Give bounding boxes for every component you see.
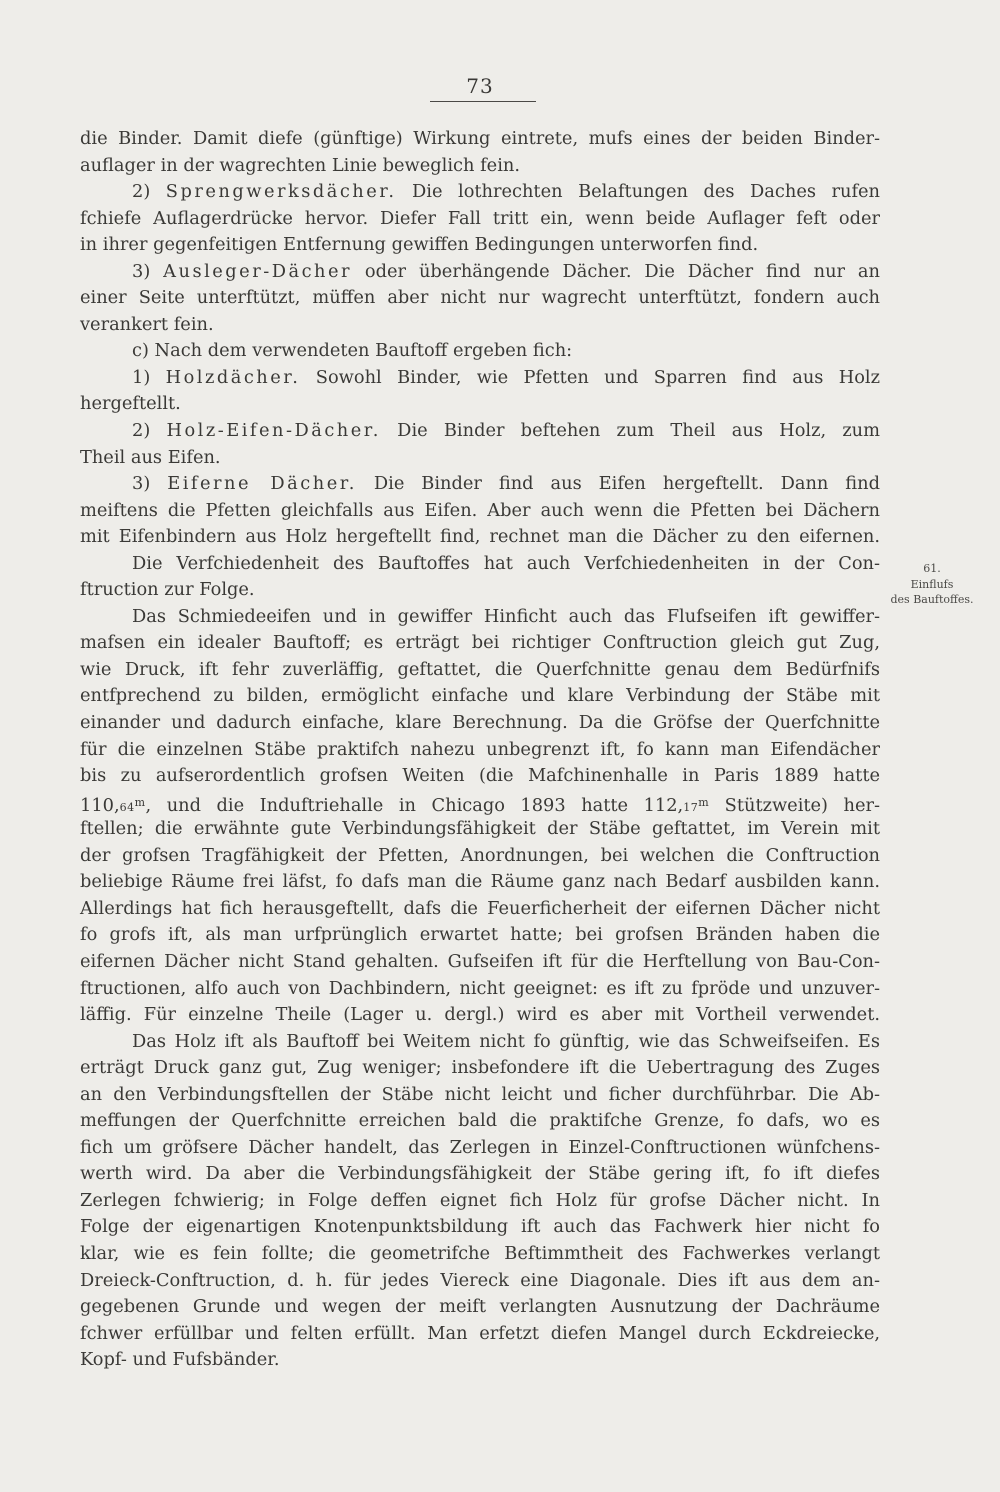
margin-note: [882, 561, 982, 608]
text-line: Das Schmiedeeifen und in gewiffer Hinficht auch das Flufseifen ift gewiffer-: [132, 605, 880, 627]
text-line: Allerdings hat fich herausgeftellt, dafs die Feuerficherheit der eifernen Dächer nicht: [80, 897, 880, 919]
text-segment: Die lothrechten Belaftungen des Daches rufen: [396, 181, 881, 203]
text-line: Theil aus Eifen.: [80, 446, 221, 468]
list-marker: 1): [132, 366, 166, 388]
text-line: auflager in der wagrechten Linie beweglich fein.: [80, 154, 520, 176]
text-line: [80, 471, 880, 498]
page-number: 73: [466, 74, 494, 98]
text-line: wie Druck, ift fehr zuverläffig, geftattet, die Querfchnitte genau dem Bedürfnifs: [80, 658, 880, 680]
text-line: ftellen; die erwähnte gute Verbindungsfähigkeit der Stäbe geftattet, im Verein mit: [80, 818, 880, 840]
list-marker: 2): [132, 420, 167, 442]
text-line: mafsen ein idealer Bauftoff; es erträgt bei richtiger Conftruction gleich gut Zug,: [80, 632, 880, 654]
text-line: verankert fein.: [80, 313, 214, 335]
text-line: erträgt Druck ganz gut, Zug weniger; insbefondere ift die Uebertragung des Zuges: [80, 1057, 880, 1079]
text-line: Zerlegen fchwierig; in Folge deffen eignet fich Holz für grofse Dächer nicht. In: [80, 1189, 880, 1211]
text-segment: Stützweite) her-: [709, 794, 880, 816]
text-line: an den Verbindungsftellen der Stäbe nicht leicht und ficher durchführbar. Die Ab-: [80, 1083, 880, 1105]
text-segment: Sowohl Binder, wie Pfetten und Sparren find aus Holz: [300, 366, 880, 388]
term-heading: Eiferne Dächer.: [167, 473, 357, 495]
text-line: gegebenen Grunde und wegen der meift verlangten Ausnutzung der Dachräume: [80, 1296, 880, 1318]
text-line: ftructionen, alfo auch von Dachbindern, nicht geeignet: es ift zu fpröde und unzuver-: [80, 977, 880, 999]
text-line: [80, 179, 880, 206]
text-line: bis zu aufserordentlich grofsen Weiten (die Mafchinenhalle in Paris 1889 hatte: [80, 765, 880, 787]
text-line: entfprechend zu bilden, ermöglicht einfache und klare Verbindung der Stäbe mit: [80, 685, 880, 707]
text-line: fo grofs ift, als man urfprünglich erwartet hatte; bei grofsen Bränden haben die: [80, 924, 880, 946]
text-segment: oder überhängende Dächer. Die Dächer find nur an: [352, 260, 880, 282]
body-text: [80, 126, 880, 1374]
text-line: einander und dadurch einfache, klare Berechnung. Da die Gröfse der Querfchnitte: [80, 712, 880, 734]
text-line: fchwer erfüllbar und felten erfüllt. Man erfetzt diefen Mangel durch Eckdreiecke,: [80, 1322, 880, 1344]
unit-superscript: m: [134, 795, 146, 809]
text-line: einer Seite unterftützt, müffen aber nicht nur wagrecht unterftützt, fondern auch: [80, 287, 880, 309]
text-line: werth wird. Da aber die Verbindungsfähigkeit der Stäbe gering ift, fo ift diefes: [80, 1163, 880, 1185]
text-line: beliebige Räume frei läfst, fo dafs man die Räume ganz nach Bedarf ausbilden kann.: [80, 871, 880, 893]
text-line: [80, 418, 880, 445]
text-line: fich um gröfsere Dächer handelt, das Zerlegen in Einzel-Conftructionen wünfchens-: [80, 1136, 880, 1158]
text-line: hergeftellt.: [80, 393, 181, 415]
decimal-digits: 17: [683, 800, 699, 814]
text-line: ftruction zur Folge.: [80, 579, 255, 601]
text-line: [80, 259, 880, 286]
text-line: der grofsen Tragfähigkeit der Pfetten, Anordnungen, bei welchen die Conftruction: [80, 844, 880, 866]
term-heading: Ausleger-Dächer: [163, 260, 353, 282]
text-line: läffig. Für einzelne Theile (Lager u. dergl.) wird es aber mit Vortheil verwendet.: [80, 1004, 880, 1026]
text-line: Die Verfchiedenheit des Bauftoffes hat auch Verfchiedenheiten in der Con-: [132, 552, 880, 574]
text-line: eifernen Dächer nicht Stand gehalten. Gufseifen ift für die Herftellung von Bau-Con-: [80, 950, 880, 972]
text-line: klar, wie es fein follte; die geometrifche Beftimmtheit des Fachwerkes verlangt: [80, 1242, 880, 1264]
decimal-digits: 64: [119, 800, 135, 814]
text-line: in ihrer gegenfeitigen Entfernung gewiffen Bedingungen unterworfen find.: [80, 234, 759, 256]
text-segment: 110,: [80, 794, 120, 816]
text-line: [80, 790, 880, 817]
text-line: die Binder. Damit diefe (günftige) Wirkung eintrete, mufs eines der beiden Binder-: [80, 128, 880, 149]
text-line: meffungen der Querfchnitte erreichen bald die praktifche Grenze, fo dafs, wo es: [80, 1110, 880, 1132]
text-line: fchiefe Auflagerdrücke hervor. Diefer Fall tritt ein, wenn beide Auflager feft oder: [80, 207, 880, 229]
text-line: für die einzelnen Stäbe praktifch nahezu unbegrenzt ift, fo kann man Eifendächer: [80, 738, 880, 760]
term-heading: Holzdächer.: [165, 366, 301, 388]
list-marker: 3): [132, 260, 164, 282]
term-heading: Holz-Eifen-Dächer.: [166, 420, 381, 442]
text-line: meiftens die Pfetten gleichfalls aus Eifen. Aber auch wenn die Pfetten bei Dächern: [80, 499, 880, 521]
list-marker: 3): [132, 473, 168, 495]
text-line: Kopf- und Fufsbänder.: [80, 1349, 280, 1371]
text-segment: Die Binder find aus Eifen hergeftellt. Dann find: [356, 473, 881, 495]
unit-superscript: m: [698, 795, 710, 809]
text-segment: Die Binder beftehen zum Theil aus Holz, zum: [380, 420, 880, 442]
margin-note-line2: des Bauftoffes.: [890, 593, 974, 606]
term-heading: Sprengwerksdächer.: [165, 181, 397, 203]
text-segment: , und die Induftriehalle in Chicago 1893 hatte 112,: [145, 794, 684, 816]
page-number-rule: [430, 101, 536, 102]
margin-note-line1: Einflufs: [910, 577, 954, 591]
list-marker: 2): [132, 181, 166, 203]
margin-note-number: 61.: [923, 562, 941, 575]
text-line: Das Holz ift als Bauftoff bei Weitem nicht fo günftig, wie das Schweifseifen. Es: [132, 1030, 880, 1052]
text-line: [80, 365, 880, 392]
text-line: Folge der eigenartigen Knotenpunktsbildung ift auch das Fachwerk hier nicht fo: [80, 1216, 880, 1238]
text-line: Dreieck-Conftruction, d. h. für jedes Viereck eine Diagonale. Dies ift aus dem an-: [80, 1269, 880, 1291]
text-line: c) Nach dem verwendeten Bauftoff ergeben fich:: [132, 340, 573, 362]
text-line: mit Eifenbindern aus Holz hergeftellt find, rechnet man die Dächer zu den eifernen.: [80, 526, 880, 548]
